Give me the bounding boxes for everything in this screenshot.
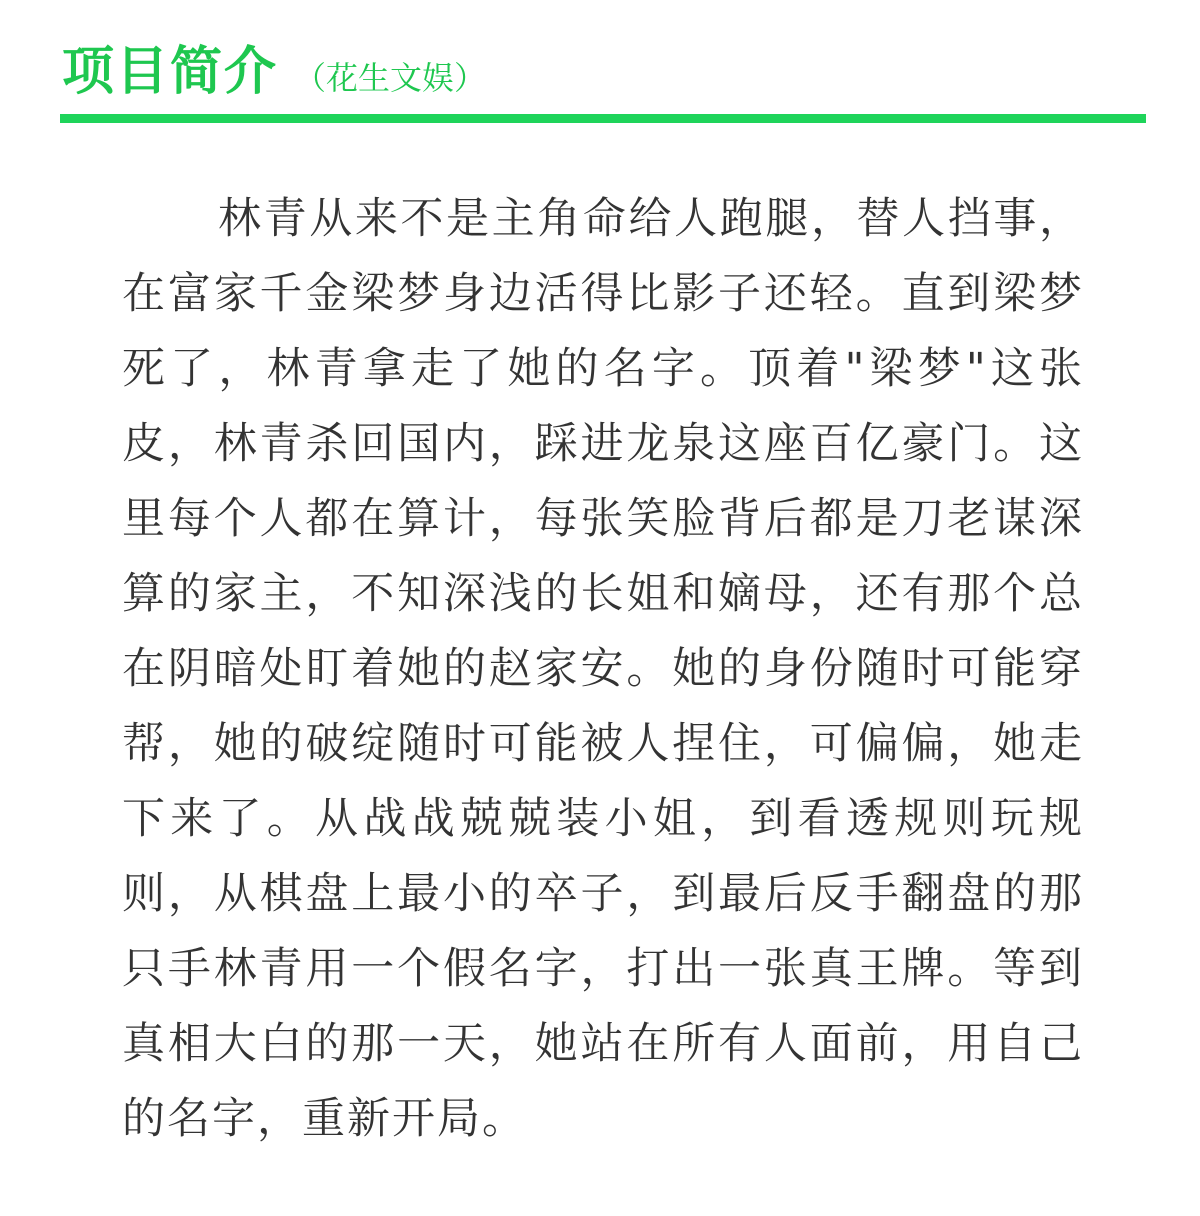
title-divider — [60, 114, 1146, 123]
synopsis-body — [122, 182, 1084, 1157]
section-header — [62, 36, 486, 108]
section-subtitle: （花生文娱） — [294, 59, 487, 97]
section-title: 项目简介 — [62, 42, 279, 102]
synopsis-paragraph: 林青从来不是主角命给人跑腿，替人挡事，在富家千金梁梦身边活得比影子还轻。直到梁梦死了，林青拿走了她的名字。顶着"梁梦"这张皮，林青杀回国内，踩进龙泉这座百亿豪门。这里每个人都在算计，每张笑脸背后都是刀老谋深算的家主，不知深浅的长姐和嫡母，还有那个总在阴暗处盯着她的赵家安。她的身份随时可能穿帮，她的破绽随时可能被人捏住，可偏偏，她走下来了。从战战兢兢装小姐，到看透规则玩规则，从棋盘上最小的卒子，到最后反手翻盘的那只手林青用一个假名字，打出一张真王牌。等到真相大白的那一天，她站在所有人面前，用自己的名字，重新开局。 — [122, 194, 1084, 1144]
